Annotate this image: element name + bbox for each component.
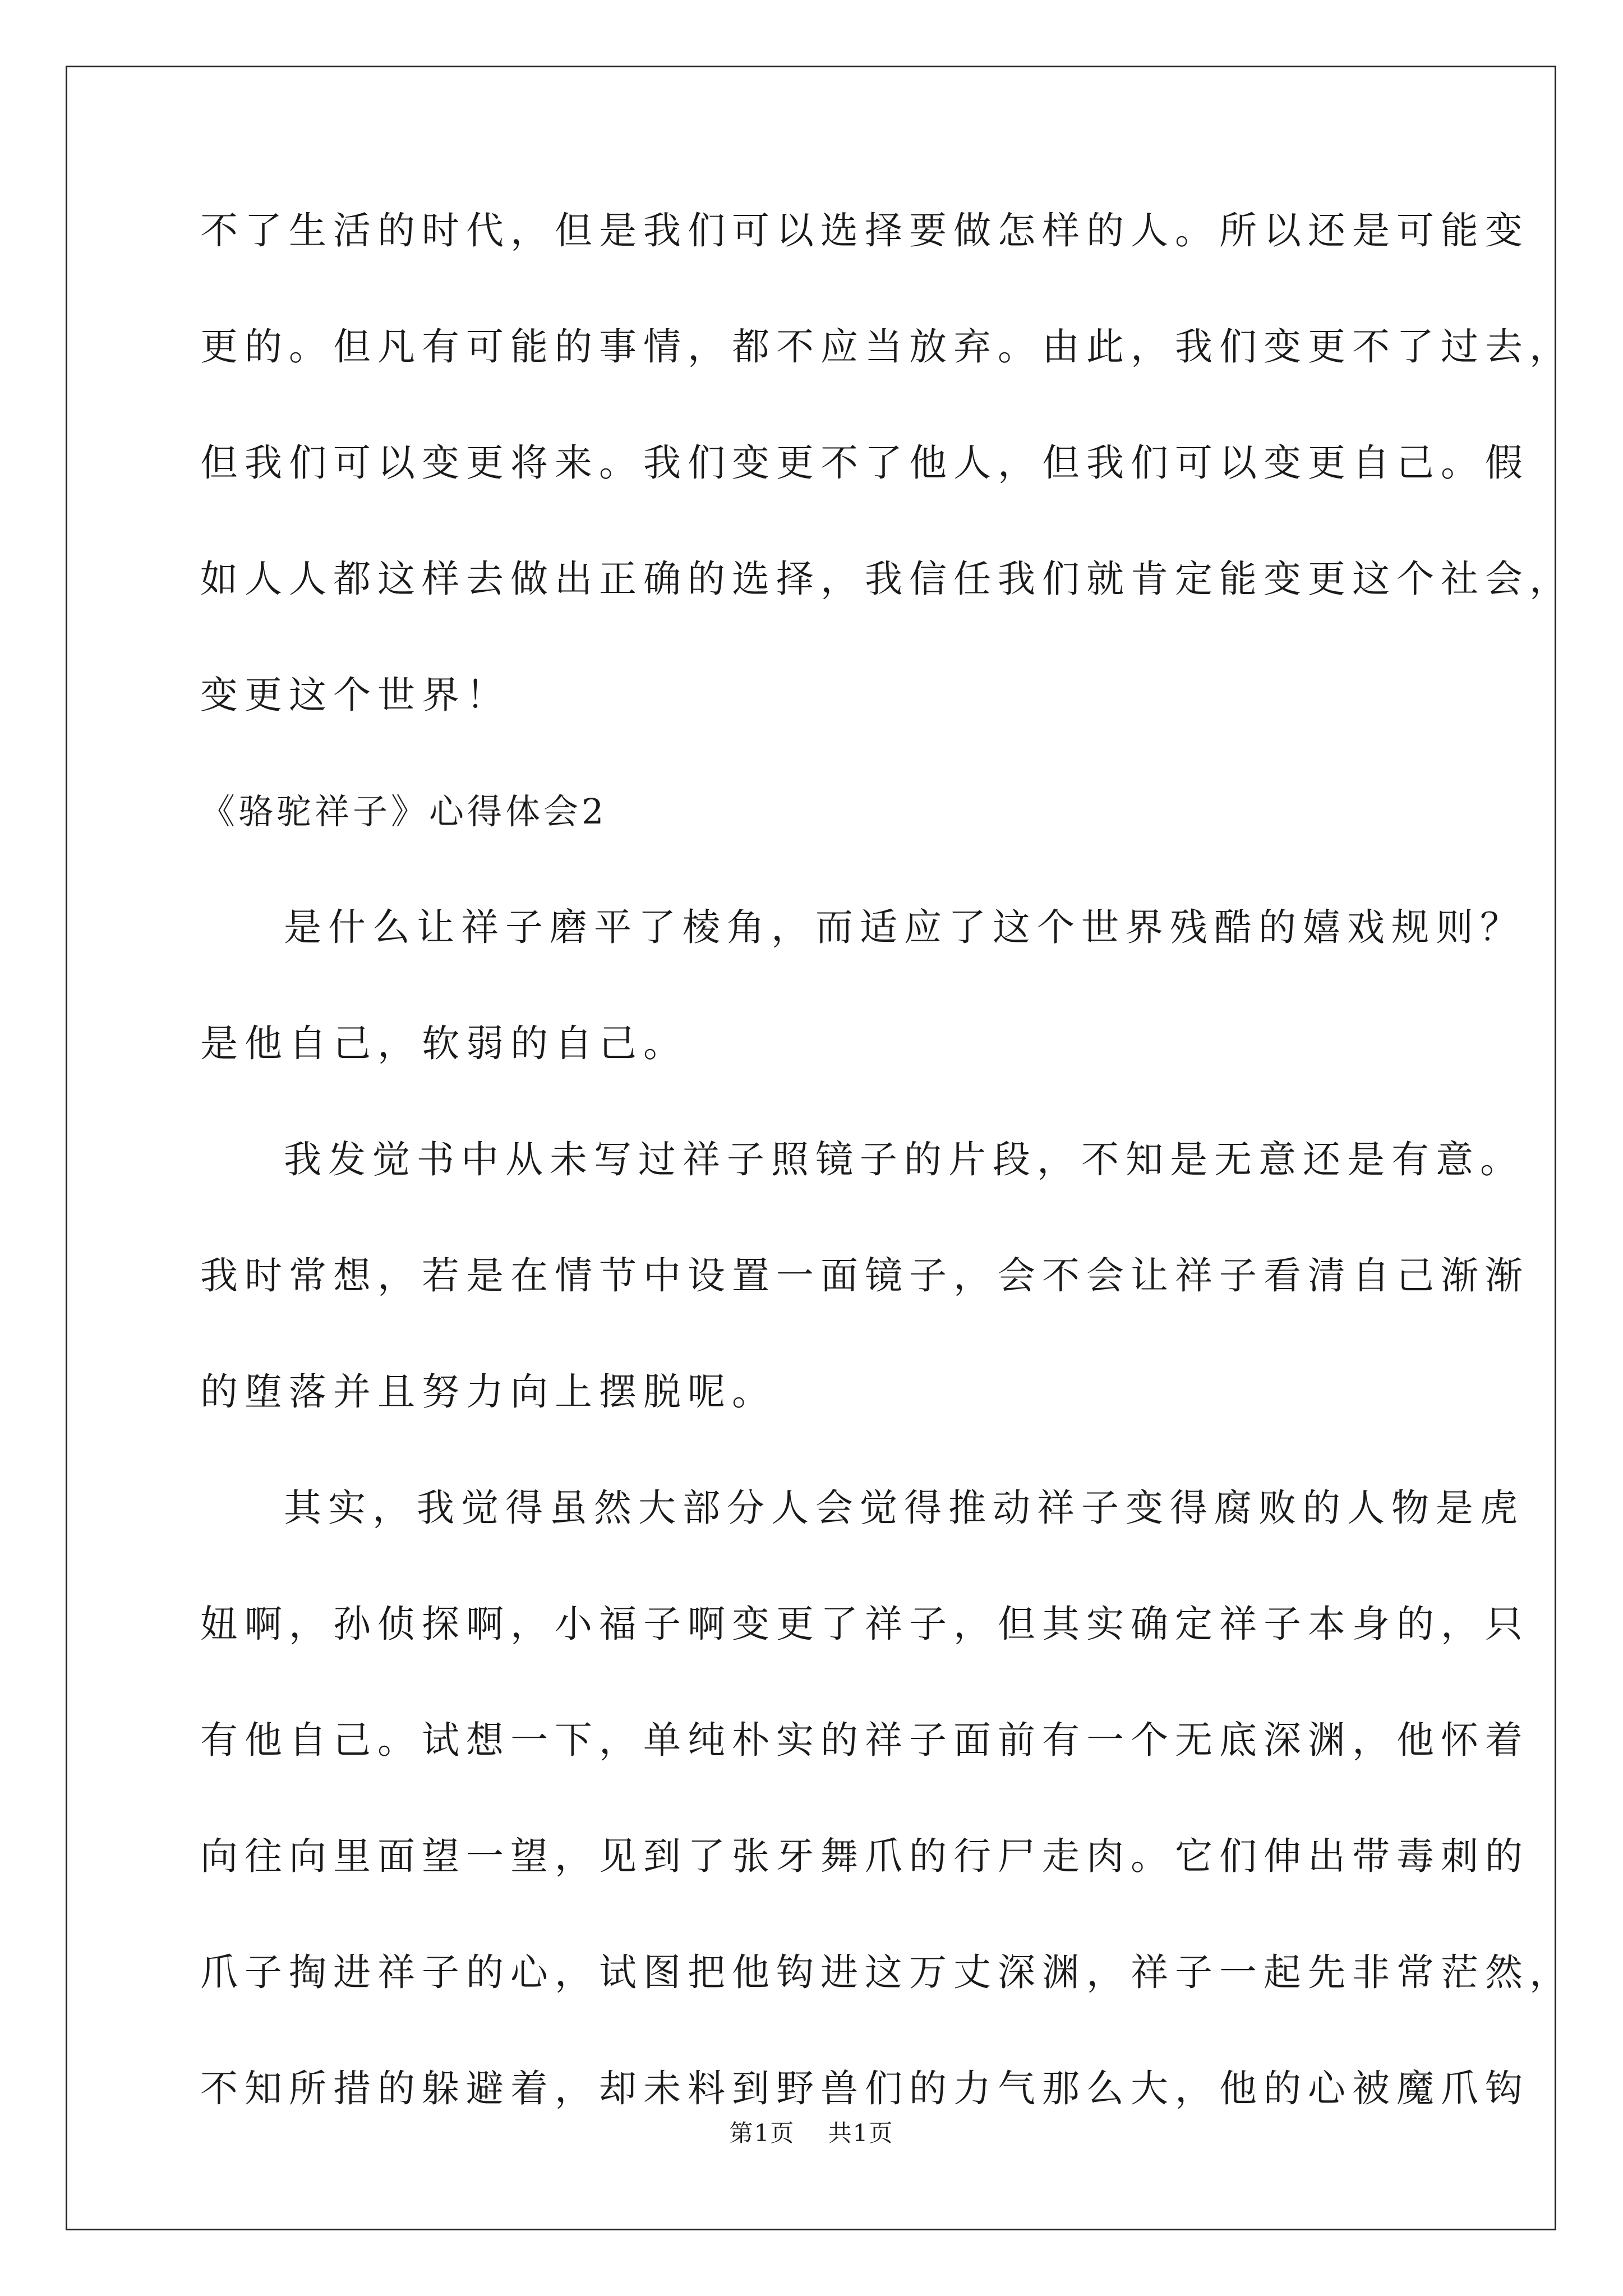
- text-line: 更的。但凡有可能的事情，都不应当放弃。由此，我们变更不了过去，: [200, 325, 1574, 369]
- text-line: 变更这个世界！: [200, 673, 510, 717]
- text-line: 的堕落并且努力向上摆脱呢。: [200, 1370, 776, 1414]
- document-body: [200, 209, 1574, 2186]
- text-line: 向往向里面望一望，见到了张牙舞爪的行尸走肉。它们伸出带毒刺的: [200, 1834, 1529, 1878]
- text-line: 有他自己。试想一下，单纯朴实的祥子面前有一个无底深渊，他怀着: [200, 1718, 1529, 1762]
- page-current: 第1页: [729, 2119, 795, 2147]
- page-total: 共1页: [828, 2119, 894, 2147]
- text-line: 我时常想，若是在情节中设置一面镜子，会不会让祥子看清自己渐渐: [200, 1254, 1529, 1297]
- text-line: 但我们可以变更将来。我们变更不了他人，但我们可以变更自己。假: [200, 441, 1529, 485]
- text-line: 是他自己，软弱的自己。: [200, 1022, 688, 1065]
- text-line: 我发觉书中从未写过祥子照镜子的片段，不知是无意还是有意。: [284, 1138, 1524, 1181]
- text-line: 是什么让祥子磨平了棱角，而适应了这个世界残酷的嬉戏规则？: [284, 905, 1524, 949]
- text-line: 妞啊，孙侦探啊，小福子啊变更了祥子，但其实确定祥子本身的，只: [200, 1602, 1529, 1646]
- page-footer: [0, 2119, 1623, 2147]
- text-line: 不了生活的时代，但是我们可以选择要做怎样的人。所以还是可能变: [200, 209, 1529, 252]
- text-line: 其实，我觉得虽然大部分人会觉得推动祥子变得腐败的人物是虎: [284, 1486, 1524, 1530]
- text-line: 爪子掏进祥子的心，试图把他钩进这万丈深渊，祥子一起先非常茫然，: [200, 1950, 1574, 1994]
- section-heading: 《骆驼祥子》心得体会2: [200, 791, 607, 832]
- text-line: 如人人都这样去做出正确的选择，我信任我们就肯定能变更这个社会，: [200, 557, 1574, 601]
- text-line: 不知所措的躲避着，却未料到野兽们的力气那么大，他的心被魔爪钩: [200, 2067, 1529, 2110]
